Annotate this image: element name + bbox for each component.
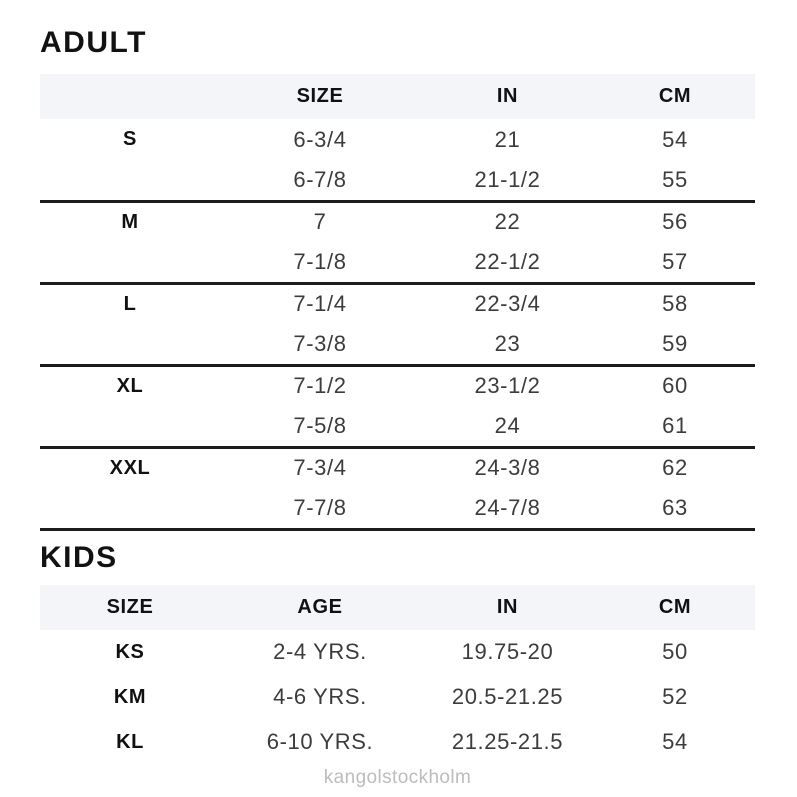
inches-cell: 21.25-21.5 <box>451 729 564 754</box>
inches-cell: 19.75-20 <box>461 639 554 664</box>
size-label-cell: S <box>123 128 137 150</box>
size-label-cell <box>40 488 220 529</box>
table-row <box>40 119 755 160</box>
table-row <box>40 406 755 447</box>
inches-cell: 22 <box>494 209 521 235</box>
cm-cell: 55 <box>595 160 755 201</box>
table-row <box>40 160 755 201</box>
size-label-cell <box>40 406 220 447</box>
hat-size-cell: 7-3/8 <box>220 324 420 365</box>
size-label-cell <box>40 160 220 201</box>
inches-cell: 24 <box>420 406 595 447</box>
table-row <box>40 488 755 529</box>
cm-cell: 56 <box>662 209 688 235</box>
hat-size-cell: 7-1/2 <box>293 373 347 399</box>
cm-cell: 57 <box>595 242 755 283</box>
inches-cell: 22-1/2 <box>420 242 595 283</box>
adult-header-size: SIZE <box>296 85 344 107</box>
kids-section-title: KIDS <box>40 540 118 574</box>
hat-size-cell: 7-5/8 <box>220 406 420 447</box>
adult-header-empty <box>40 74 220 119</box>
size-label-cell: L <box>123 292 137 315</box>
kids-header-in: IN <box>496 595 519 618</box>
size-label-cell: KM <box>113 685 147 708</box>
hat-size-cell: 7-1/8 <box>220 242 420 283</box>
size-label-cell: XXL <box>109 456 151 479</box>
adult-size-table <box>40 74 755 531</box>
kids-header-row <box>40 585 755 630</box>
age-cell: 6-10 YRS. <box>266 729 374 754</box>
hat-size-cell: 7-1/4 <box>293 291 347 317</box>
table-row <box>40 675 755 720</box>
adult-header-row <box>40 74 755 119</box>
size-label-cell <box>40 242 220 283</box>
cm-cell: 63 <box>595 488 755 529</box>
inches-cell: 23 <box>420 324 595 365</box>
inches-cell: 24-3/8 <box>474 455 541 481</box>
inches-cell: 21 <box>494 126 521 152</box>
table-row <box>40 365 755 406</box>
size-label-cell <box>40 324 220 365</box>
age-cell: 4-6 YRS. <box>273 684 367 709</box>
kids-size-table <box>40 585 755 765</box>
hat-size-cell: 7 <box>313 209 327 235</box>
size-label-cell: KS <box>115 640 145 663</box>
cm-cell: 60 <box>662 373 688 399</box>
hat-size-cell: 7-7/8 <box>220 488 420 529</box>
adult-header-cm: CM <box>658 85 692 107</box>
cm-cell: 61 <box>595 406 755 447</box>
cm-cell: 59 <box>595 324 755 365</box>
adult-section-title: ADULT <box>40 26 147 59</box>
kids-header-age: AGE <box>297 595 343 618</box>
size-label-cell: KL <box>116 730 144 753</box>
kids-header-cm: CM <box>658 595 692 618</box>
cm-cell: 62 <box>662 455 688 481</box>
hat-size-cell: 6-7/8 <box>220 160 420 201</box>
table-row <box>40 720 755 765</box>
inches-cell: 22-3/4 <box>474 291 541 317</box>
kids-header-size: SIZE <box>106 595 154 618</box>
inches-cell: 24-7/8 <box>420 488 595 529</box>
size-label-cell: M <box>121 210 139 233</box>
adult-header-in: IN <box>496 85 519 107</box>
cm-cell: 54 <box>662 126 688 152</box>
hat-size-cell: 7-3/4 <box>293 455 347 481</box>
hat-size-cell: 6-3/4 <box>293 126 347 152</box>
age-cell: 2-4 YRS. <box>273 639 367 664</box>
table-row <box>40 447 755 488</box>
inches-cell: 23-1/2 <box>474 373 541 399</box>
table-row <box>40 242 755 283</box>
table-row <box>40 283 755 324</box>
cm-cell: 58 <box>662 291 688 317</box>
table-row <box>40 201 755 242</box>
size-label-cell: XL <box>116 374 144 397</box>
cm-cell: 52 <box>662 684 688 709</box>
cm-cell: 50 <box>662 639 688 664</box>
cm-cell: 54 <box>662 729 688 754</box>
table-row <box>40 324 755 365</box>
site-watermark: kangolstockholm <box>323 766 472 788</box>
inches-cell: 20.5-21.25 <box>451 684 564 709</box>
table-row <box>40 630 755 675</box>
inches-cell: 21-1/2 <box>420 160 595 201</box>
